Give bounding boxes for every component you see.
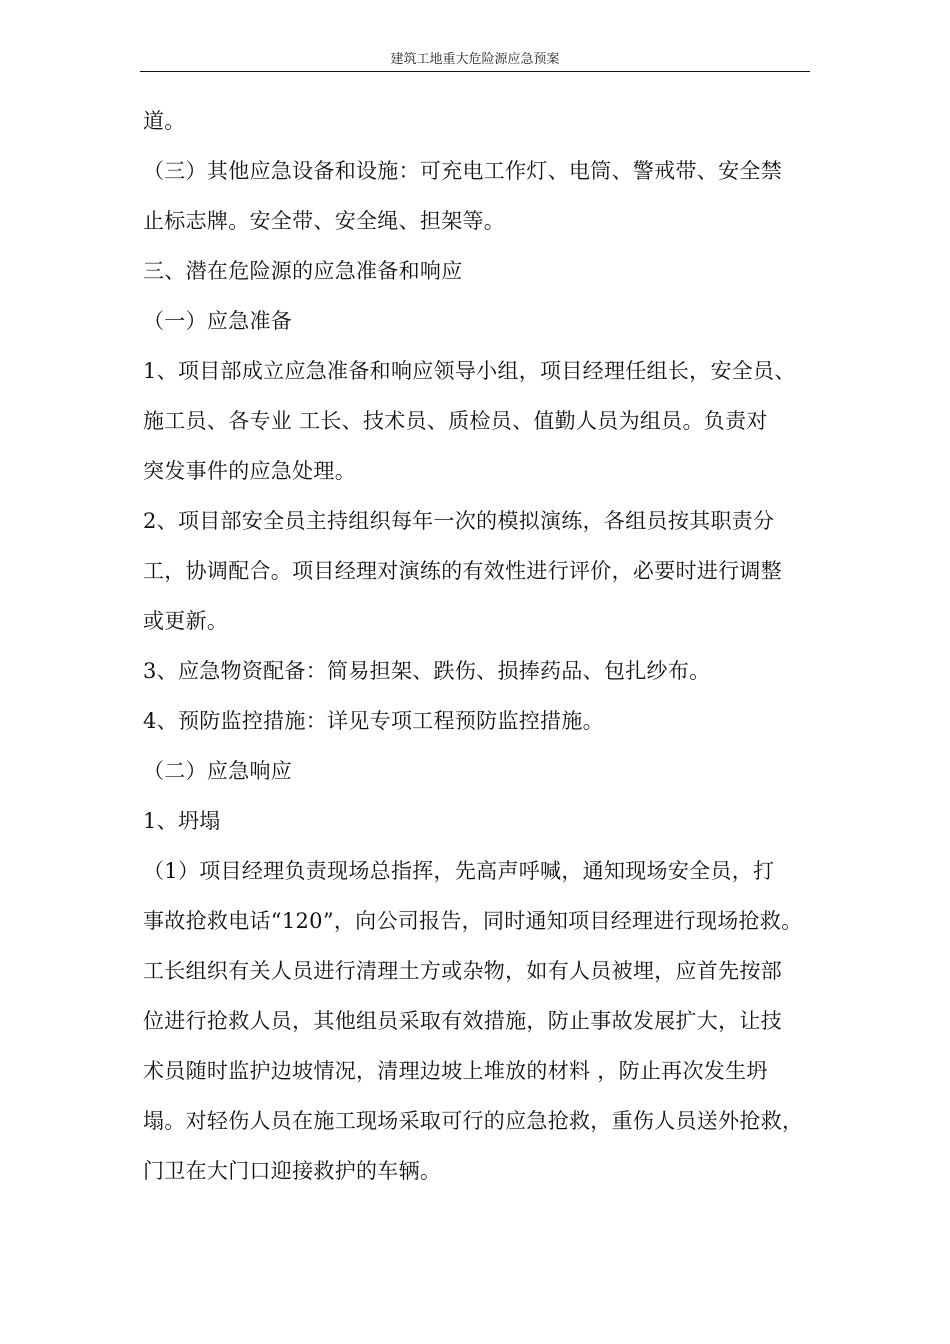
- document-body: [143, 96, 823, 1196]
- text-line: 塌。对轻伤人员在施工现场采取可行的应急抢救，重伤人员送外抢救，: [143, 1109, 804, 1133]
- subsection-heading: （二）应急响应: [143, 759, 293, 783]
- subsection-heading: （一）应急准备: [143, 309, 293, 333]
- page-header-title: 建筑工地重大危险源应急预案: [390, 52, 560, 67]
- text-line: 术员随时监护边坡情况，清理边坡上堆放的材料 ，防止再次发生坍: [143, 1059, 768, 1083]
- header-divider: [140, 71, 810, 72]
- text-line: 1、项目部成立应急准备和响应领导小组，项目经理任组长，安全员、: [143, 359, 796, 383]
- text-line: 施工员、各专业 工长、技术员、质检员、值勤人员为组员。负责对: [143, 409, 768, 433]
- text-line: 或更新。: [143, 609, 229, 633]
- text-line: 2、项目部安全员主持组织每年一次的模拟演练，各组员按其职责分: [143, 509, 775, 533]
- text-line: 道。: [143, 109, 186, 133]
- text-line: （1）项目经理负责现场总指挥，先高声呼喊，通知现场安全员，打: [143, 859, 775, 883]
- text-line: （三）其他应急设备和设施：可充电工作灯、电筒、警戒带、安全禁: [143, 159, 782, 183]
- text-line: 门卫在大门口迎接救护的车辆。: [143, 1159, 442, 1183]
- text-line: 止标志牌。安全带、安全绳、担架等。: [143, 209, 506, 233]
- text-line: 位进行抢救人员，其他组员采取有效措施，防止事故发展扩大，让技: [143, 1009, 782, 1033]
- text-line: 工长组织有关人员进行清理土方或杂物，如有人员被埋，应首先按部: [143, 959, 782, 983]
- text-line: 突发事件的应急处理。: [143, 459, 356, 483]
- text-line: 3、应急物资配备：简易担架、跌伤、损捧药品、包扎纱布。: [143, 659, 711, 683]
- text-line: 4、预防监控措施：详见专项工程预防监控措施。: [143, 709, 604, 733]
- text-line: 工，协调配合。项目经理对演练的有效性进行评价，必要时进行调整: [143, 559, 782, 583]
- section-heading: 三、潜在危险源的应急准备和响应: [143, 259, 463, 283]
- item-heading: 1、坍塌: [143, 809, 221, 833]
- text-line: 事故抢救电话“120”，向公司报告，同时通知项目经理进行现场抢救。: [143, 909, 803, 933]
